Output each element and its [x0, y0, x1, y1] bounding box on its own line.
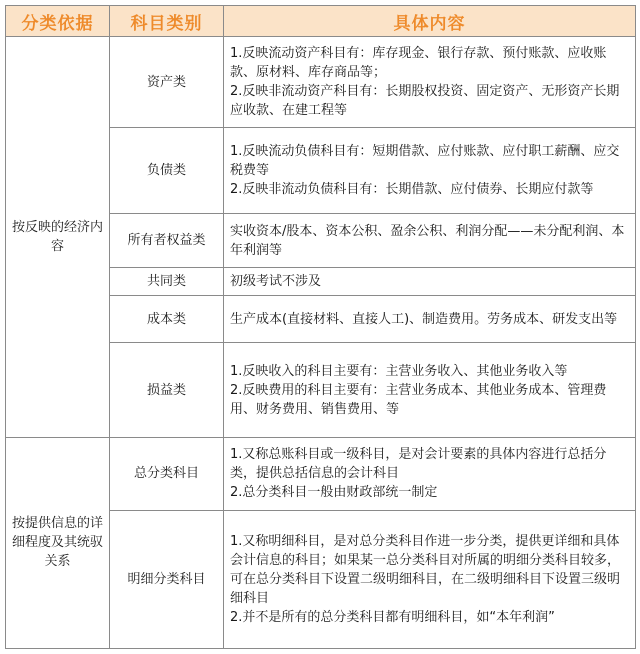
content-cell	[224, 296, 636, 343]
category-cell: 损益类	[110, 343, 224, 437]
content-line: 初级考试不涉及	[230, 274, 322, 290]
content-line: 生产成本(直接材料、直接人工)、制造费用。劳务成本、研发支出等	[230, 311, 618, 327]
content-cell	[224, 37, 636, 128]
content-cell	[224, 510, 636, 648]
category-cell: 明细分类科目	[110, 510, 224, 648]
category-cell: 总分类科目	[110, 437, 224, 510]
content-line: 1.反映流动资产科目有：库存现金、银行存款、预付账款、应收账款、原材料、库存商品等；	[230, 46, 607, 81]
category-cell: 所有者权益类	[110, 214, 224, 268]
content-line: 2.并不是所有的总分类科目都有明细科目，如“本年利润”	[230, 609, 555, 625]
category-cell: 负债类	[110, 128, 224, 214]
content-cell	[224, 437, 636, 510]
table-row	[6, 437, 636, 510]
category-cell: 共同类	[110, 268, 224, 296]
content-line: 2.反映非流动资产科目有：长期股权投资、固定资产、无形资产长期应收款、在建工程等	[230, 84, 620, 119]
header-content: 具体内容	[224, 6, 636, 37]
content-line: 2.总分类科目一般由财政部统一制定	[230, 485, 438, 501]
content-line: 实收资本/股本、资本公积、盈余公积、利润分配——未分配利润、本年利润等	[230, 223, 625, 258]
group-label-economic-content: 按反映的经济内容	[6, 37, 110, 438]
category-cell: 资产类	[110, 37, 224, 128]
content-line: 1.反映收入的科目主要有：主营业务收入、其他业务收入等	[230, 363, 568, 379]
content-cell	[224, 128, 636, 214]
content-line: 2.反映非流动负债科目有：长期借款、应付债券、长期应付款等	[230, 182, 594, 198]
header-category: 科目类别	[110, 6, 224, 37]
header-basis: 分类依据	[6, 6, 110, 37]
content-cell	[224, 214, 636, 268]
content-line: 1.又称明细科目，是对总分类科目作进一步分类，提供更详细和具体会计信息的科目；如果某一总分类科目对所属的明细分类科目较多，可在总分类科目下设置二级明细科目，在二级明细科目下设置三级明细科目	[230, 533, 621, 606]
group-label-detail-level: 按提供信息的详细程度及其统驭关系	[6, 437, 110, 648]
account-classification-table	[5, 5, 636, 649]
content-line: 1.又称总账科目或一级科目，是对会计要素的具体内容进行总括分类，提供总括信息的会计科目	[230, 447, 607, 482]
header-row	[6, 6, 636, 37]
content-line: 2.反映费用的科目主要有：主营业务成本、其他业务成本、管理费用、财务费用、销售费用、等	[230, 382, 607, 417]
category-cell: 成本类	[110, 296, 224, 343]
table-row	[6, 37, 636, 128]
content-cell	[224, 343, 636, 437]
content-line: 1.反映流动负债科目有：短期借款、应付账款、应付职工薪酬、应交税费等	[230, 144, 620, 179]
content-cell	[224, 268, 636, 296]
